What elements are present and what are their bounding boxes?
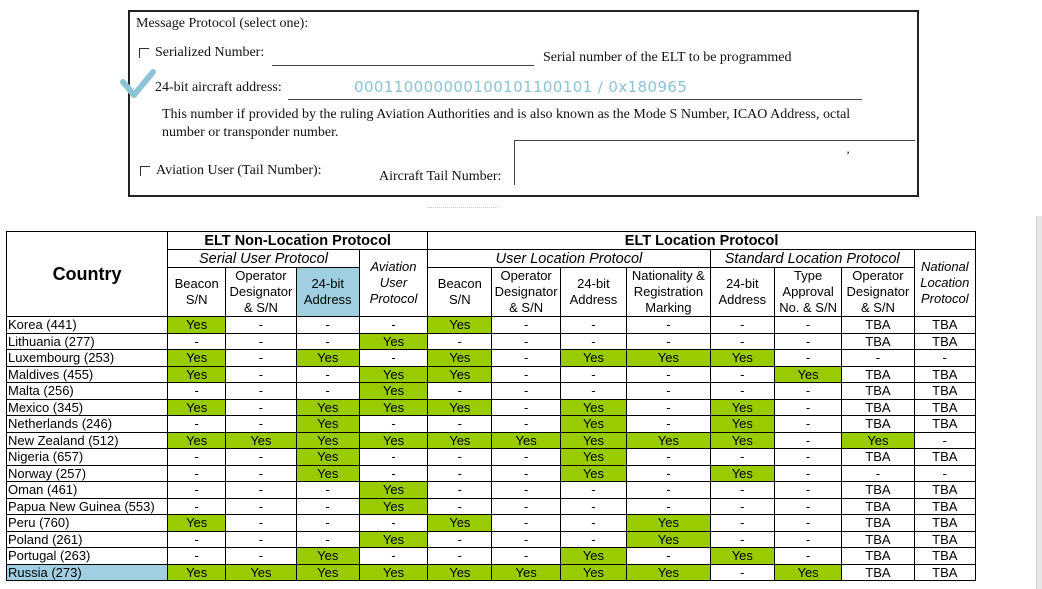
status-cell: -: [774, 333, 841, 350]
location-protocol-header: ELT Location Protocol: [428, 232, 976, 250]
status-cell: Yes: [710, 416, 774, 433]
status-cell: TBA: [842, 515, 914, 532]
col-header-24bit-address: 24-bit Address: [296, 268, 359, 317]
status-cell: Yes: [359, 366, 427, 383]
status-cell: -: [774, 482, 841, 499]
status-cell: TBA: [842, 548, 914, 565]
status-cell: -: [492, 333, 560, 350]
address-note-line1: This number if provided by the ruling Aviation Authorities and is also known as the Mode S Number, ICAO Address, octal: [162, 107, 851, 122]
status-cell: TBA: [842, 531, 914, 548]
status-cell: -: [492, 531, 560, 548]
status-cell: Yes: [710, 399, 774, 416]
status-cell: -: [560, 333, 626, 350]
status-cell: TBA: [842, 416, 914, 433]
status-cell: Yes: [359, 531, 427, 548]
status-cell: Yes: [492, 432, 560, 449]
country-header: Country: [7, 232, 168, 317]
status-cell: Yes: [296, 548, 359, 565]
status-cell: -: [774, 383, 841, 400]
elt-protocol-table: [6, 231, 976, 581]
country-cell: Russia (273): [7, 564, 168, 581]
status-cell: Yes: [168, 564, 226, 581]
status-cell: -: [627, 383, 711, 400]
status-cell: -: [560, 531, 626, 548]
col-header-ul-24bit-address: 24-bit Address: [560, 268, 626, 317]
status-cell: Yes: [428, 515, 492, 532]
status-cell: -: [774, 465, 841, 482]
status-cell: -: [492, 515, 560, 532]
table-row: [7, 515, 976, 532]
status-cell: TBA: [914, 366, 975, 383]
country-cell: Papua New Guinea (553): [7, 498, 168, 515]
status-cell: -: [226, 333, 296, 350]
status-cell: -: [168, 449, 226, 466]
table-row: [7, 498, 976, 515]
status-cell: TBA: [914, 416, 975, 433]
status-cell: TBA: [842, 498, 914, 515]
table-row: [7, 449, 976, 466]
aircraft-address-label: 24-bit aircraft address:: [155, 80, 282, 95]
status-cell: -: [627, 449, 711, 466]
tail-number-field[interactable]: [514, 140, 915, 185]
status-cell: -: [627, 548, 711, 565]
status-cell: -: [710, 498, 774, 515]
country-cell: Lithuania (277): [7, 333, 168, 350]
status-cell: -: [296, 333, 359, 350]
status-cell: -: [226, 399, 296, 416]
status-cell: -: [359, 317, 427, 334]
status-cell: Yes: [359, 498, 427, 515]
status-cell: Yes: [296, 399, 359, 416]
message-protocol-form: [128, 10, 919, 197]
status-cell: -: [560, 366, 626, 383]
status-cell: -: [428, 548, 492, 565]
status-cell: -: [710, 366, 774, 383]
status-cell: -: [710, 317, 774, 334]
status-cell: -: [428, 333, 492, 350]
status-cell: -: [296, 366, 359, 383]
status-cell: -: [627, 416, 711, 433]
country-cell: Luxembourg (253): [7, 350, 168, 367]
status-cell: -: [492, 366, 560, 383]
table-row: [7, 383, 976, 400]
status-cell: TBA: [842, 383, 914, 400]
status-cell: Yes: [710, 465, 774, 482]
status-cell: -: [226, 531, 296, 548]
col-header-type-approval: Type Approval No. & S/N: [774, 268, 841, 317]
status-cell: Yes: [296, 564, 359, 581]
status-cell: -: [492, 482, 560, 499]
table-row: [7, 366, 976, 383]
form-heading: Message Protocol (select one):: [136, 16, 309, 31]
status-cell: -: [428, 383, 492, 400]
col-header-sl-24bit-address: 24-bit Address: [710, 268, 774, 317]
status-cell: Yes: [359, 383, 427, 400]
country-cell: New Zealand (512): [7, 432, 168, 449]
status-cell: -: [428, 482, 492, 499]
status-cell: Yes: [560, 548, 626, 565]
aircraft-address-line: [288, 99, 862, 100]
country-cell: Malta (256): [7, 383, 168, 400]
status-cell: -: [226, 482, 296, 499]
country-cell: Oman (461): [7, 482, 168, 499]
status-cell: -: [226, 548, 296, 565]
status-cell: Yes: [428, 366, 492, 383]
table-row: [7, 548, 976, 565]
status-cell: -: [226, 498, 296, 515]
status-cell: Yes: [168, 515, 226, 532]
status-cell: Yes: [428, 399, 492, 416]
status-cell: -: [428, 416, 492, 433]
user-location-protocol-header: User Location Protocol: [428, 250, 710, 268]
status-cell: -: [914, 350, 975, 367]
status-cell: TBA: [914, 317, 975, 334]
status-cell: TBA: [914, 498, 975, 515]
scan-speck: ’: [846, 148, 850, 162]
status-cell: Yes: [560, 465, 626, 482]
status-cell: -: [428, 465, 492, 482]
status-cell: -: [774, 531, 841, 548]
tail-number-label: Aircraft Tail Number:: [379, 169, 502, 184]
status-cell: TBA: [842, 317, 914, 334]
aircraft-address-value[interactable]: 000110000000100101100101 / 0x180965: [354, 78, 688, 96]
status-cell: -: [226, 465, 296, 482]
status-cell: -: [710, 515, 774, 532]
country-cell: Portugal (263): [7, 548, 168, 565]
status-cell: TBA: [842, 333, 914, 350]
table-row: [7, 317, 976, 334]
status-cell: Yes: [428, 317, 492, 334]
status-cell: -: [296, 383, 359, 400]
status-cell: -: [774, 432, 841, 449]
status-cell: -: [359, 350, 427, 367]
status-cell: Yes: [359, 432, 427, 449]
col-header-national-location: National Location Protocol: [914, 250, 975, 317]
status-cell: Yes: [627, 350, 711, 367]
status-cell: -: [710, 482, 774, 499]
status-cell: Yes: [627, 432, 711, 449]
country-cell: Poland (261): [7, 531, 168, 548]
status-cell: Yes: [359, 399, 427, 416]
standard-location-protocol-header: Standard Location Protocol: [710, 250, 914, 268]
status-cell: -: [560, 482, 626, 499]
status-cell: Yes: [428, 564, 492, 581]
status-cell: -: [359, 548, 427, 565]
aviation-user-checkbox[interactable]: [140, 166, 150, 176]
status-cell: -: [226, 416, 296, 433]
status-cell: Yes: [774, 366, 841, 383]
status-cell: Yes: [359, 482, 427, 499]
status-cell: Yes: [296, 350, 359, 367]
status-cell: Yes: [296, 416, 359, 433]
table-row: [7, 350, 976, 367]
status-cell: Yes: [226, 564, 296, 581]
status-cell: -: [168, 482, 226, 499]
status-cell: -: [492, 548, 560, 565]
col-header-beacon-sn: Beacon S/N: [168, 268, 226, 317]
status-cell: -: [710, 564, 774, 581]
status-cell: TBA: [914, 564, 975, 581]
status-cell: -: [168, 333, 226, 350]
serialized-number-hint: Serial number of the ELT to be programmed: [543, 50, 792, 65]
status-cell: Yes: [710, 350, 774, 367]
table-row: [7, 564, 976, 581]
status-cell: Yes: [627, 531, 711, 548]
status-cell: -: [359, 515, 427, 532]
status-cell: -: [359, 449, 427, 466]
status-cell: -: [627, 366, 711, 383]
serialized-number-line[interactable]: [272, 65, 534, 66]
status-cell: -: [296, 317, 359, 334]
status-cell: -: [492, 498, 560, 515]
status-cell: -: [774, 350, 841, 367]
status-cell: -: [627, 317, 711, 334]
status-cell: -: [492, 449, 560, 466]
status-cell: TBA: [914, 399, 975, 416]
table-row: [7, 399, 976, 416]
status-cell: -: [492, 399, 560, 416]
status-cell: -: [492, 416, 560, 433]
status-cell: -: [627, 333, 711, 350]
status-cell: -: [774, 399, 841, 416]
status-cell: TBA: [842, 449, 914, 466]
address-note-line2: number or transponder number.: [162, 125, 339, 140]
status-cell: -: [226, 366, 296, 383]
col-header-aviation-user: Aviation User Protocol: [359, 250, 427, 317]
country-cell: Peru (760): [7, 515, 168, 532]
check-mark-icon: [120, 68, 156, 102]
status-cell: Yes: [560, 350, 626, 367]
status-cell: -: [774, 449, 841, 466]
status-cell: Yes: [168, 317, 226, 334]
col-header-ul-beacon-sn: Beacon S/N: [428, 268, 492, 317]
status-cell: -: [428, 498, 492, 515]
status-cell: -: [296, 515, 359, 532]
status-cell: TBA: [914, 333, 975, 350]
col-header-sl-operator-designator: Operator Designator & S/N: [842, 268, 914, 317]
col-header-nationality-registration: Nationality & Registration Marking: [627, 268, 711, 317]
status-cell: -: [492, 383, 560, 400]
table-row: [7, 333, 976, 350]
status-cell: Yes: [428, 432, 492, 449]
country-cell: Netherlands (246): [7, 416, 168, 433]
status-cell: -: [296, 531, 359, 548]
status-cell: -: [774, 548, 841, 565]
status-cell: -: [842, 465, 914, 482]
status-cell: Yes: [560, 449, 626, 466]
status-cell: TBA: [914, 383, 975, 400]
status-cell: -: [226, 350, 296, 367]
status-cell: -: [226, 515, 296, 532]
status-cell: Yes: [296, 449, 359, 466]
status-cell: Yes: [560, 416, 626, 433]
status-cell: -: [560, 383, 626, 400]
status-cell: Yes: [359, 333, 427, 350]
status-cell: Yes: [359, 564, 427, 581]
status-cell: Yes: [842, 432, 914, 449]
status-cell: -: [168, 498, 226, 515]
status-cell: TBA: [914, 548, 975, 565]
status-cell: -: [914, 432, 975, 449]
status-cell: -: [168, 548, 226, 565]
col-header-operator-designator: Operator Designator & S/N: [226, 268, 296, 317]
status-cell: TBA: [842, 482, 914, 499]
status-cell: Yes: [710, 548, 774, 565]
scan-artifact: [428, 207, 498, 211]
table-row: [7, 432, 976, 449]
status-cell: Yes: [627, 515, 711, 532]
status-cell: -: [710, 449, 774, 466]
status-cell: TBA: [914, 515, 975, 532]
status-cell: Yes: [226, 432, 296, 449]
status-cell: TBA: [914, 531, 975, 548]
status-cell: -: [296, 482, 359, 499]
status-cell: -: [560, 317, 626, 334]
table-row: [7, 416, 976, 433]
status-cell: -: [492, 317, 560, 334]
status-cell: -: [428, 449, 492, 466]
status-cell: -: [226, 317, 296, 334]
serialized-number-label: Serialized Number:: [155, 45, 265, 60]
status-cell: -: [774, 317, 841, 334]
status-cell: Yes: [168, 350, 226, 367]
status-cell: -: [710, 333, 774, 350]
status-cell: Yes: [627, 564, 711, 581]
status-cell: -: [627, 482, 711, 499]
status-cell: Yes: [560, 432, 626, 449]
status-cell: Yes: [168, 366, 226, 383]
country-cell: Maldives (455): [7, 366, 168, 383]
country-cell: Norway (257): [7, 465, 168, 482]
aviation-user-label: Aviation User (Tail Number):: [156, 163, 322, 178]
status-cell: -: [168, 383, 226, 400]
status-cell: -: [359, 416, 427, 433]
status-cell: Yes: [774, 564, 841, 581]
non-location-protocol-header: ELT Non-Location Protocol: [168, 232, 428, 250]
status-cell: -: [774, 498, 841, 515]
status-cell: TBA: [914, 449, 975, 466]
status-cell: -: [914, 465, 975, 482]
status-cell: -: [168, 531, 226, 548]
status-cell: -: [492, 465, 560, 482]
country-cell: Nigeria (657): [7, 449, 168, 466]
status-cell: Yes: [168, 432, 226, 449]
status-cell: Yes: [710, 432, 774, 449]
status-cell: -: [296, 498, 359, 515]
status-cell: -: [560, 515, 626, 532]
status-cell: -: [168, 465, 226, 482]
status-cell: -: [710, 531, 774, 548]
status-cell: -: [774, 515, 841, 532]
status-cell: TBA: [842, 564, 914, 581]
status-cell: -: [226, 383, 296, 400]
table-row: [7, 531, 976, 548]
status-cell: -: [774, 416, 841, 433]
status-cell: Yes: [428, 350, 492, 367]
status-cell: -: [359, 465, 427, 482]
status-cell: TBA: [842, 399, 914, 416]
status-cell: TBA: [842, 366, 914, 383]
status-cell: Yes: [296, 465, 359, 482]
status-cell: -: [492, 350, 560, 367]
status-cell: TBA: [914, 482, 975, 499]
serialized-number-checkbox[interactable]: [139, 48, 149, 58]
status-cell: Yes: [560, 399, 626, 416]
status-cell: -: [428, 531, 492, 548]
status-cell: -: [710, 383, 774, 400]
country-rows: [7, 317, 976, 581]
status-cell: -: [627, 399, 711, 416]
status-cell: -: [627, 465, 711, 482]
status-cell: -: [168, 416, 226, 433]
table-row: [7, 482, 976, 499]
country-cell: Mexico (345): [7, 399, 168, 416]
status-cell: -: [842, 350, 914, 367]
col-header-ul-operator-designator: Operator Designator & S/N: [492, 268, 560, 317]
status-cell: -: [627, 498, 711, 515]
status-cell: -: [226, 449, 296, 466]
page-edge: [1036, 216, 1042, 589]
status-cell: Yes: [560, 564, 626, 581]
serial-user-protocol-header: Serial User Protocol: [168, 250, 360, 268]
status-cell: Yes: [296, 432, 359, 449]
country-cell: Korea (441): [7, 317, 168, 334]
status-cell: Yes: [168, 399, 226, 416]
status-cell: -: [560, 498, 626, 515]
status-cell: Yes: [492, 564, 560, 581]
table-row: [7, 465, 976, 482]
